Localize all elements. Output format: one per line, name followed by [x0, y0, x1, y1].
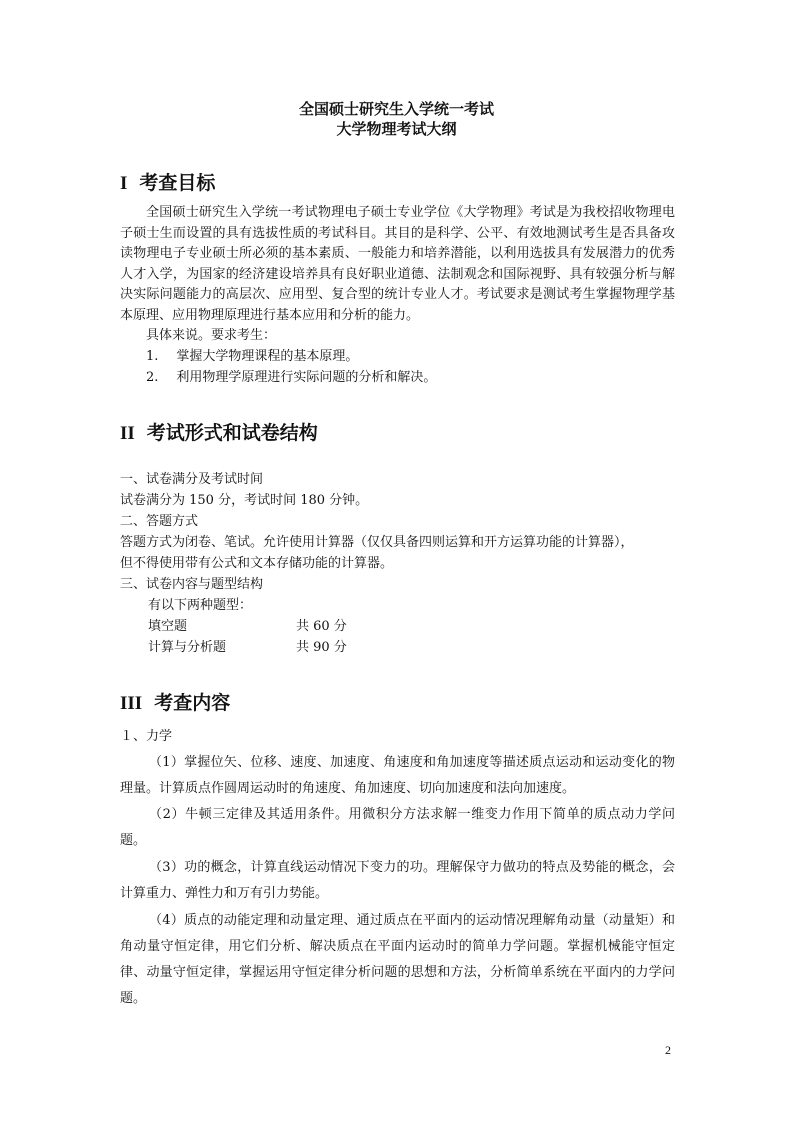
section3-paragraph-1: （1）掌握位矢、位移、速度、加速度、角速度和角加速度等描述质点运动和运动变化的物理量。计算质点作圆周运动时的角速度、角加速度、切向加速度和法向加速度。 [120, 755, 675, 796]
section3-number: III [120, 693, 143, 714]
doc-title-line2: 大学物理考试大纲 [336, 120, 457, 138]
item-text: 掌握大学物理课程的基本原理。 [176, 349, 359, 364]
section3-paragraph-4: （4）质点的动能定理和动量定理、通过质点在平面内的运动情况理解角动量（动量矩）和角动量守恒定律，用它们分析、解决质点在平面内运动时的简单力学问题。掌握机械能守恒定律、动量守恒定律，掌握运用守恒定律分析问题的思想和方法，分析简单系统在平面内的力学问题。 [120, 913, 675, 1006]
section1-item-2 [146, 369, 436, 387]
section1-paragraph: 全国硕士研究生入学统一考试物理电子硕士专业学位《大学物理》考试是为我校招收物理电子硕士生而设置的具有选拔性质的考试科目。其目的是科学、公平、有效地测试考生是否具备攻读物理电子专业硕士所必须的基本素质、一般能力和培养潜能，以利用选拔具有发展潜力的优秀人才入学，为国家的经济建设培养具有良好职业道德、法制观念和国际视野、具有较强分析与解决实际问题能力的高层次、应用型、复合型的统计专业人才。考试要求是测试考生掌握物理学基本原理、应用物理原理进行基本应用和分析的能力。 [120, 205, 675, 323]
section1-title: 考查目标 [139, 172, 216, 194]
section2-sub2-text2: 但不得使用带有公式和文本存储功能的计算器。 [120, 556, 394, 571]
question-type-name: 计算与分析题 [148, 640, 227, 655]
section1-heading [120, 168, 215, 195]
section2-sub3-title: 三、试卷内容与题型结构 [120, 577, 264, 592]
item-number: 1. [146, 349, 159, 364]
section2-sub2-title: 二、答题方式 [120, 514, 199, 529]
section1-number: I [120, 173, 128, 194]
section2-heading [120, 418, 318, 445]
section2-sub3-intro: 有以下两种题型： [148, 598, 253, 613]
section2-sub2-text1: 答题方式为闭卷、笔试。允许使用计算器（仅仅具备四则运算和开方运算功能的计算器）， [120, 535, 634, 550]
question-type-score: 共 60 分 [296, 619, 347, 634]
section2-title: 考试形式和试卷结构 [146, 422, 318, 444]
section3-paragraph-3: （3）功的概念，计算直线运动情况下变力的功。理解保守力做功的特点及势能的概念，会计算重力、弹性力和万有引力势能。 [120, 860, 675, 901]
section3-title: 考查内容 [154, 692, 231, 714]
section3-paragraph-2: （2）牛顿三定律及其适用条件。用微积分方法求解一维变力作用下简单的质点动力学问题。 [120, 807, 675, 848]
section1-intro: 具体来说。要求考生： [146, 328, 277, 343]
item-text: 利用物理学原理进行实际问题的分析和解决。 [176, 370, 437, 385]
section2-number: II [120, 423, 135, 444]
section2-sub1-text: 试卷满分为 150 分，考试时间 180 分钟。 [120, 493, 369, 508]
page-number: 2 [665, 1043, 671, 1057]
section3-heading [120, 688, 230, 715]
item-number: 2. [146, 370, 159, 385]
question-type-score: 共 90 分 [296, 640, 347, 655]
doc-title-line1: 全国硕士研究生入学统一考试 [298, 100, 494, 118]
question-type-name: 填空题 [148, 619, 188, 634]
section2-sub1-title: 一、试卷满分及考试时间 [120, 472, 264, 487]
section3-sub1-title: １、力学 [120, 729, 173, 744]
section1-item-1 [146, 348, 358, 366]
